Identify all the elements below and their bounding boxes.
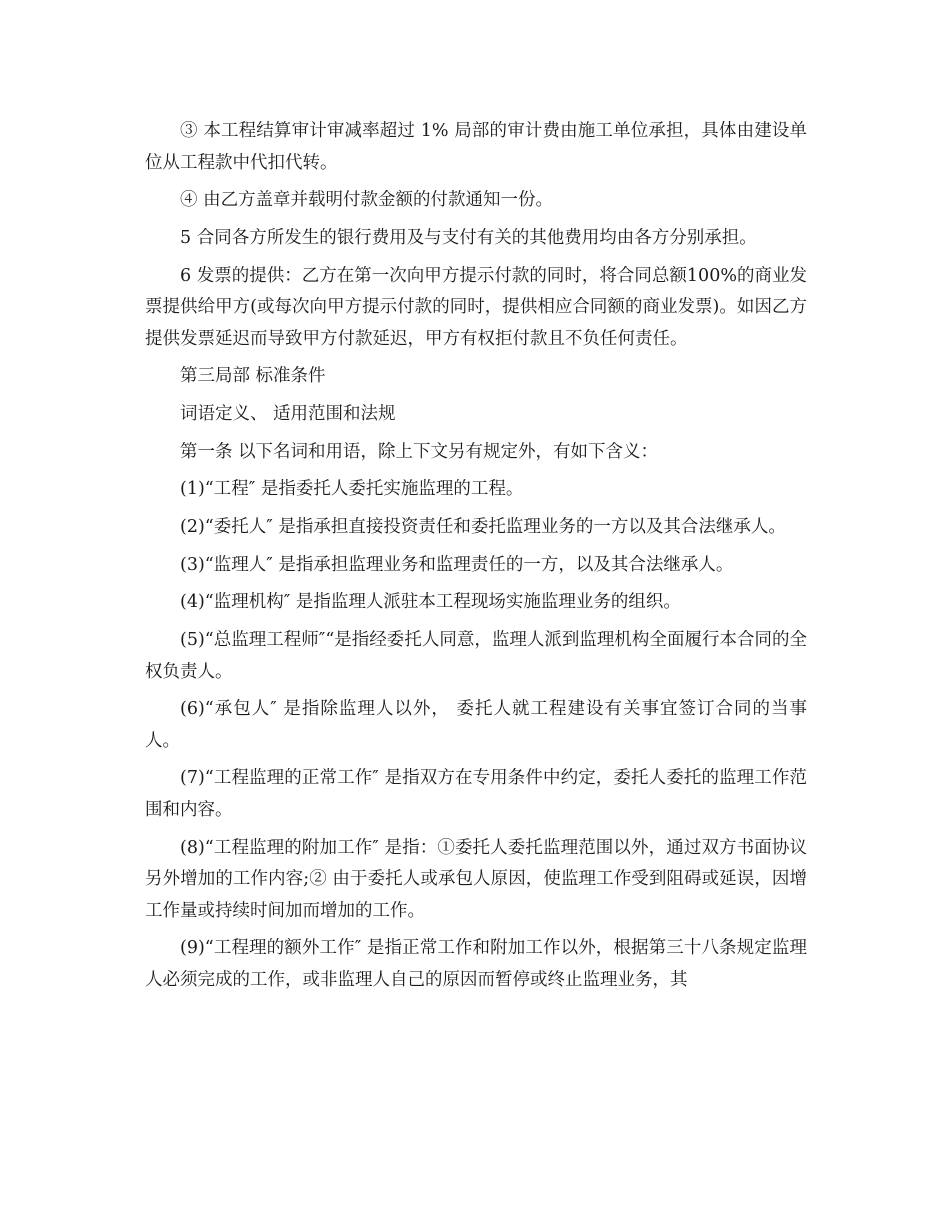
definition-7: (7)“工程监理的正常工作″ 是指双方在专用条件中约定，委托人委托的监理工作范围和内容。: [145, 768, 807, 820]
definition-6: (6)“承包人″ 是指除监理人以外， 委托人就工程建设有关事宜签订合同的当事人。: [145, 699, 807, 751]
section-heading: 第三局部 标准条件: [180, 366, 326, 387]
definition-1: (1)“工程″ 是指委托人委托实施监理的工程。: [180, 479, 524, 500]
document-page: [145, 116, 807, 1003]
definition-4: (4)“监理机构″ 是指监理人派驻本工程现场实施监理业务的组织。: [180, 592, 681, 613]
article-one: 第一条 以下名词和用语，除上下文另有规定外，有如下含义：: [180, 441, 659, 462]
paragraph-bank-fees: 5 合同各方所发生的银行费用及与支付有关的其他费用均由各方分别承担。: [180, 227, 757, 248]
definition-8: (8)“工程监理的附加工作″ 是指：①委托人委托监理范围以外，通过双方书面协议另外增加的工作内容;② 由于委托人或承包人原因，使监理工作受到阻碍或延误，因增工作量或持续时间加而增加的工作。: [145, 837, 807, 921]
paragraph-invoice: 6 发票的提供：乙方在第一次向甲方提示付款的同时，将合同总额100%的商业发票提供给甲方(或每次向甲方提示付款的同时，提供相应合同额的商业发票)。如因乙方提供发票延迟而导致甲方付款延迟，甲方有权拒付款且不负任何责任。: [145, 265, 807, 349]
definition-5: (5)“总监理工程师″“是指经委托人同意，监理人派到监理机构全面履行本合同的全权负责人。: [145, 630, 807, 682]
definition-2: (2)“委托人″ 是指承担直接投资责任和委托监理业务的一方以及其合法继承人。: [180, 517, 786, 537]
paragraph-payment-notice: ④ 由乙方盖章并载明付款金额的付款通知一份。: [180, 190, 554, 211]
paragraph-audit-fee: ③ 本工程结算审计审减率超过 1% 局部的审计费由施工单位承担，具体由建设单位从工程款中代扣代转。: [145, 121, 807, 173]
subsection-heading: 词语定义、 适用范围和法规: [180, 403, 396, 424]
definition-3: (3)“监理人″ 是指承担监理业务和监理责任的一方，以及其合法继承人。: [180, 554, 734, 575]
definition-9: (9)“工程理的额外工作″ 是指正常工作和附加工作以外，根据第三十八条规定监理人必须完成的工作，或非监理人自己的原因而暂停或终止监理业务，其: [145, 938, 807, 990]
